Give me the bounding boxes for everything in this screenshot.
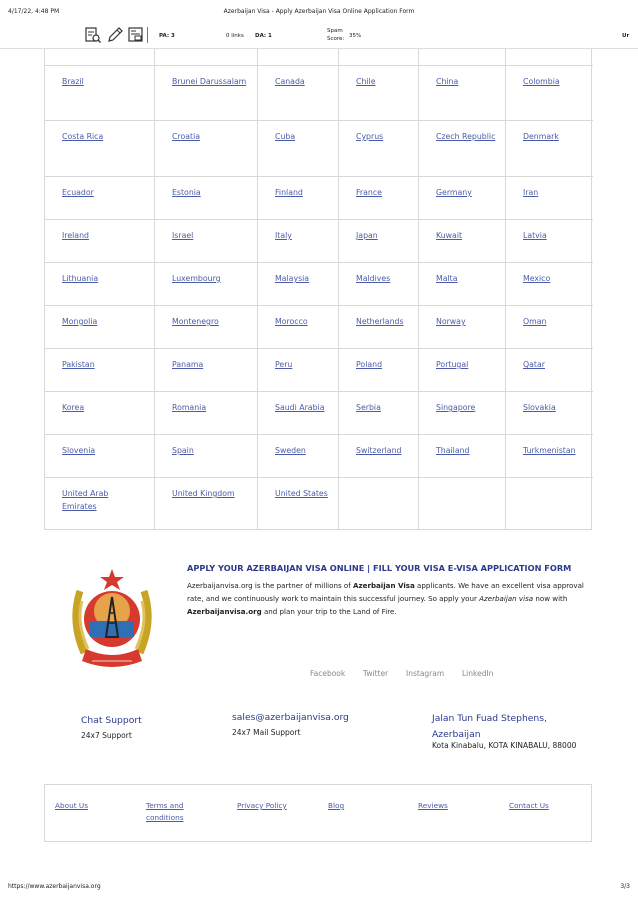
twitter-link[interactable]: Twitter [363, 669, 389, 678]
address-title: Jalan Tun Fuad Stephens, Azerbaijan [432, 713, 547, 740]
country-link[interactable]: Qatar [523, 360, 545, 369]
country-link[interactable]: Spain [172, 446, 194, 455]
country-link[interactable]: Korea [62, 403, 85, 412]
country-link[interactable]: Serbia [356, 403, 381, 412]
terms-link[interactable]: Terms and conditions [146, 801, 184, 822]
print-date: 4/17/22, 4:48 PM [8, 8, 60, 15]
country-link[interactable]: Brazil [62, 77, 84, 86]
about-us-link[interactable]: About Us [55, 801, 89, 810]
country-link[interactable]: Netherlands [356, 317, 404, 326]
country-link[interactable]: France [356, 188, 382, 197]
country-link[interactable]: Sweden [275, 446, 306, 455]
country-link[interactable]: Japan [356, 231, 378, 240]
print-title: Azerbaijan Visa - Apply Azerbaijan Visa Online Application Form [223, 8, 415, 15]
country-link[interactable]: Morocco [275, 317, 308, 326]
country-link[interactable]: Mexico [523, 274, 551, 283]
country-link[interactable]: Malaysia [275, 274, 310, 283]
footer-links [44, 784, 592, 842]
chat-support-title[interactable]: Chat Support [81, 715, 142, 726]
country-link[interactable]: Kuwait [436, 231, 463, 240]
apply-heading: APPLY YOUR AZERBAIJAN VISA ONLINE | FILL YOUR VISA E-VISA APPLICATION FORM [187, 563, 572, 573]
country-link[interactable]: Oman [523, 317, 547, 326]
country-link[interactable]: Czech Republic [436, 132, 496, 141]
country-link[interactable]: United Kingdom [172, 489, 235, 498]
support-email-link[interactable]: sales@azerbaijanvisa.org [232, 712, 349, 723]
country-link[interactable]: Romania [172, 403, 207, 412]
country-link[interactable]: Mongolia [62, 317, 98, 326]
print-page-number: 3/3 [620, 883, 630, 890]
country-link[interactable]: Saudi Arabia [275, 403, 325, 412]
instagram-link[interactable]: Instagram [406, 669, 445, 678]
apply-description: Azerbaijanvisa.org is the partner of millions of Azerbaijan Visa applicants. We have an excellent visa approval rate, and we continuously work to maintain this successful journey. So apply your Azerbaijan visa now with Azerbaijanvisa.org and plan your trip to the Land of Fire. [187, 581, 584, 616]
country-link[interactable]: Brunei Darussalam [172, 77, 247, 86]
country-link[interactable]: Germany [436, 188, 472, 197]
country-link[interactable]: Ecuador [62, 188, 94, 197]
link-count[interactable]: 0 links [226, 33, 244, 39]
spam-score-value: 35% [349, 33, 362, 39]
serp-overlay-icon[interactable] [127, 26, 145, 44]
country-link[interactable]: Portugal [436, 360, 469, 369]
country-link[interactable]: Peru [275, 360, 293, 369]
linkedin-link[interactable]: LinkedIn [462, 669, 494, 678]
country-link[interactable]: Iran [523, 188, 539, 197]
country-link[interactable]: Turkmenistan [523, 446, 576, 455]
mail-support-subtitle: 24x7 Mail Support [232, 728, 301, 737]
country-link[interactable]: Croatia [172, 132, 201, 141]
country-link[interactable]: Estonia [172, 188, 201, 197]
country-link[interactable]: Finland [275, 188, 303, 197]
country-link[interactable]: Lithuania [62, 274, 99, 283]
country-link[interactable]: Latvia [523, 231, 547, 240]
country-link[interactable]: Malta [436, 274, 458, 283]
country-link[interactable]: Norway [436, 317, 466, 326]
country-table [44, 30, 592, 530]
country-link[interactable]: Colombia [523, 77, 560, 86]
edit-pencil-icon[interactable] [106, 26, 124, 44]
country-link[interactable]: Israel [172, 231, 194, 240]
reviews-link[interactable]: Reviews [418, 801, 448, 810]
country-link[interactable]: United States [275, 489, 328, 498]
country-link[interactable]: Singapore [436, 403, 476, 412]
contact-us-link[interactable]: Contact Us [509, 801, 549, 810]
country-link[interactable]: Ireland [62, 231, 89, 240]
country-link[interactable]: Pakistan [62, 360, 95, 369]
country-link[interactable]: Denmark [523, 132, 559, 141]
blog-link[interactable]: Blog [328, 801, 345, 810]
country-link[interactable]: Thailand [436, 446, 470, 455]
toolbar-cut-label: Ur [622, 33, 630, 39]
azerbaijan-coat-of-arms-icon [62, 561, 162, 676]
country-link[interactable]: Switzerland [356, 446, 402, 455]
country-link[interactable]: Canada [275, 77, 305, 86]
country-link[interactable]: Maldives [356, 274, 391, 283]
country-link[interactable]: Slovenia [62, 446, 96, 455]
chat-support-subtitle: 24x7 Support [81, 731, 132, 740]
domain-authority: DA: 1 [255, 33, 272, 39]
country-link[interactable]: United Arab Emirates [62, 489, 109, 511]
country-link[interactable]: Italy [275, 231, 292, 240]
spam-score-label: Spam Score: [327, 28, 345, 42]
facebook-link[interactable]: Facebook [310, 669, 346, 678]
country-link[interactable]: Panama [172, 360, 204, 369]
country-link[interactable]: Chile [356, 77, 376, 86]
print-header [0, 0, 638, 20]
page-authority: PA: 3 [159, 33, 175, 39]
toolbar-separator [147, 27, 148, 43]
page-analysis-icon[interactable] [84, 26, 102, 44]
country-link[interactable]: China [436, 77, 459, 86]
country-link[interactable]: Montenegro [172, 317, 219, 326]
print-url: https://www.azerbaijanvisa.org [8, 883, 101, 890]
country-link[interactable]: Cuba [275, 132, 296, 141]
country-link[interactable]: Slovakia [523, 403, 556, 412]
country-link[interactable]: Cyprus [356, 132, 384, 141]
seo-toolbar [0, 23, 638, 49]
country-link[interactable]: Costa Rica [62, 132, 104, 141]
address-subtitle: Kota Kinabalu, KOTA KINABALU, 88000 [432, 741, 577, 750]
country-link[interactable]: Poland [356, 360, 383, 369]
country-link[interactable]: Luxembourg [172, 274, 221, 283]
privacy-policy-link[interactable]: Privacy Policy [237, 801, 287, 810]
